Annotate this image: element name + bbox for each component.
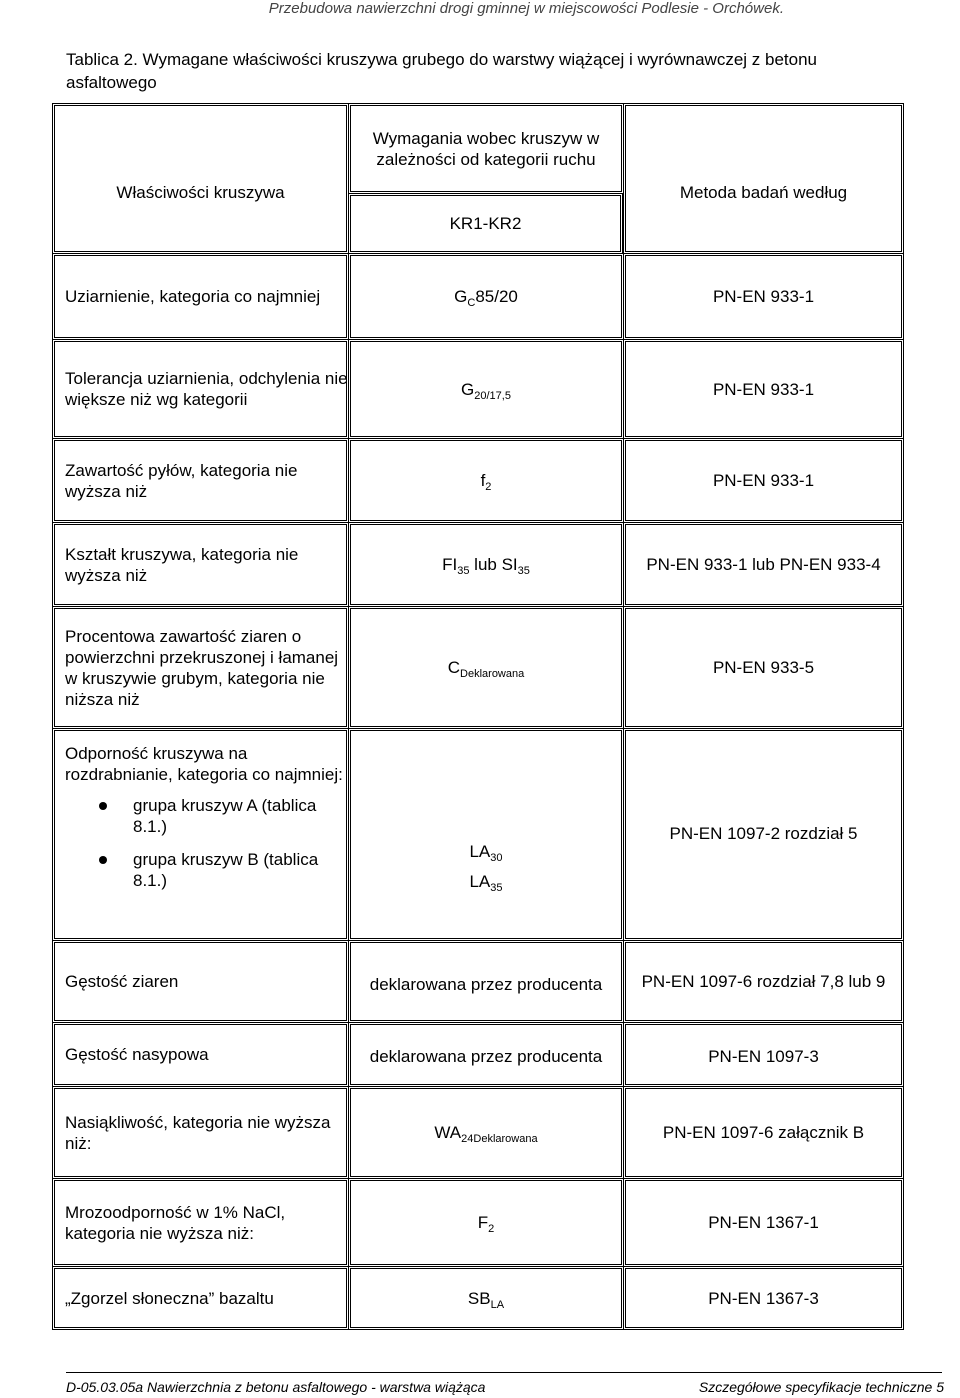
- cell-method: PN-EN 933-1: [623, 339, 904, 438]
- table-row: [52, 940, 904, 1022]
- table-row: [52, 1178, 904, 1266]
- cell-method: PN-EN 1097-2 rozdział 5: [623, 728, 904, 940]
- header-property: Właściwości kruszywa: [52, 103, 348, 253]
- footer-page-info: Szczegółowe specyfikacje techniczne 5: [698, 1379, 944, 1395]
- header-requirements: Wymagania wobec kruszyw w zależności od kategorii ruchu: [348, 103, 623, 193]
- footer-divider: [66, 1372, 942, 1373]
- cell-method: PN-EN 933-1: [623, 253, 904, 339]
- cell-method: PN-EN 1097-6 załącznik B: [623, 1086, 904, 1178]
- footer-document-code: D-05.03.05a Nawierzchnia z betonu asfaltowego - warstwa wiążąca: [66, 1379, 486, 1395]
- table-row: [52, 253, 904, 339]
- header-traffic-category: KR1-KR2: [348, 193, 623, 253]
- list-item: grupa kruszyw A (tablica 8.1.): [65, 795, 348, 837]
- cell-requirement: $WA_{24Deklarowana}$: [348, 1086, 623, 1178]
- cell-method: PN-EN 1097-6 rozdział 7,8 lub 9: [623, 940, 904, 1022]
- cell-method: PN-EN 933-5: [623, 606, 904, 728]
- bullet-icon: [99, 856, 107, 864]
- cell-property: Mrozoodporność w 1% NaCl, kategoria nie wyższa niż:: [52, 1178, 348, 1266]
- cell-property: Gęstość ziaren: [52, 940, 348, 1022]
- table-caption: Tablica 2. Wymagane właściwości kruszywa grubego do warstwy wiążącej i wyrównawczej z betonu asfaltowego: [66, 50, 817, 92]
- cell-method: PN-EN 1367-3: [623, 1266, 904, 1330]
- cell-property: Uziarnienie, kategoria co najmniej: [52, 253, 348, 339]
- header-row: [52, 103, 904, 193]
- list-item: grupa kruszyw B (tablica 8.1.): [65, 849, 348, 891]
- table-row: [52, 606, 904, 728]
- cell-property: Gęstość nasypowa: [52, 1022, 348, 1086]
- cell-requirement: $f_2$: [348, 438, 623, 522]
- cell-method: PN-EN 1097-3: [623, 1022, 904, 1086]
- cell-requirement: $SB_{LA}$: [348, 1266, 623, 1330]
- cell-property: „Zgorzel słoneczna” bazaltu: [52, 1266, 348, 1330]
- cell-property: Odporność kruszywa na rozdrabnianie, kategoria co najmniej: grupa kruszyw A (tablica 8.1.) grupa kruszyw B (tablica 8.1.): [52, 728, 348, 940]
- table-row: [52, 1022, 904, 1086]
- header-method: Metoda badań według: [623, 103, 904, 253]
- cell-requirement: $F_2$: [348, 1178, 623, 1266]
- cell-requirement: deklarowana przez producenta: [348, 1022, 623, 1086]
- table-row: [52, 339, 904, 438]
- cell-requirement: $FI_{35}$ lub $SI_{35}$: [348, 522, 623, 606]
- requirements-table: [52, 103, 904, 1330]
- cell-requirement: $C_{Deklarowana}$: [348, 606, 623, 728]
- table-row: [52, 1266, 904, 1330]
- cell-requirement: $G_C85/20$: [348, 253, 623, 339]
- table-row: [52, 522, 904, 606]
- bullet-icon: [99, 802, 107, 810]
- cell-method: PN-EN 1367-1: [623, 1178, 904, 1266]
- cell-property: Tolerancja uziarnienia, odchylenia nie większe niż wg kategorii: [52, 339, 348, 438]
- cell-property: Nasiąkliwość, kategoria nie wyższa niż:: [52, 1086, 348, 1178]
- table-row: [52, 728, 904, 940]
- cell-property: Kształt kruszywa, kategoria nie wyższa niż: [52, 522, 348, 606]
- cell-requirement: $LA_{30}$ $LA_{35}$: [348, 728, 623, 940]
- cell-requirement: deklarowana przez producenta: [348, 940, 623, 1022]
- table-row: [52, 1086, 904, 1178]
- cell-property: Procentowa zawartość ziaren o powierzchni przekruszonej i łamanej w kruszywie grubym, kategoria nie niższa niż: [52, 606, 348, 728]
- table-row: [52, 438, 904, 522]
- document-header: Przebudowa nawierzchni drogi gminnej w miejscowości Podlesie - Orchówek.: [268, 0, 784, 17]
- cell-method: PN-EN 933-1: [623, 438, 904, 522]
- cell-method: PN-EN 933-1 lub PN-EN 933-4: [623, 522, 904, 606]
- cell-property: Zawartość pyłów, kategoria nie wyższa niż: [52, 438, 348, 522]
- cell-requirement: $G_{20/17,5}$: [348, 339, 623, 438]
